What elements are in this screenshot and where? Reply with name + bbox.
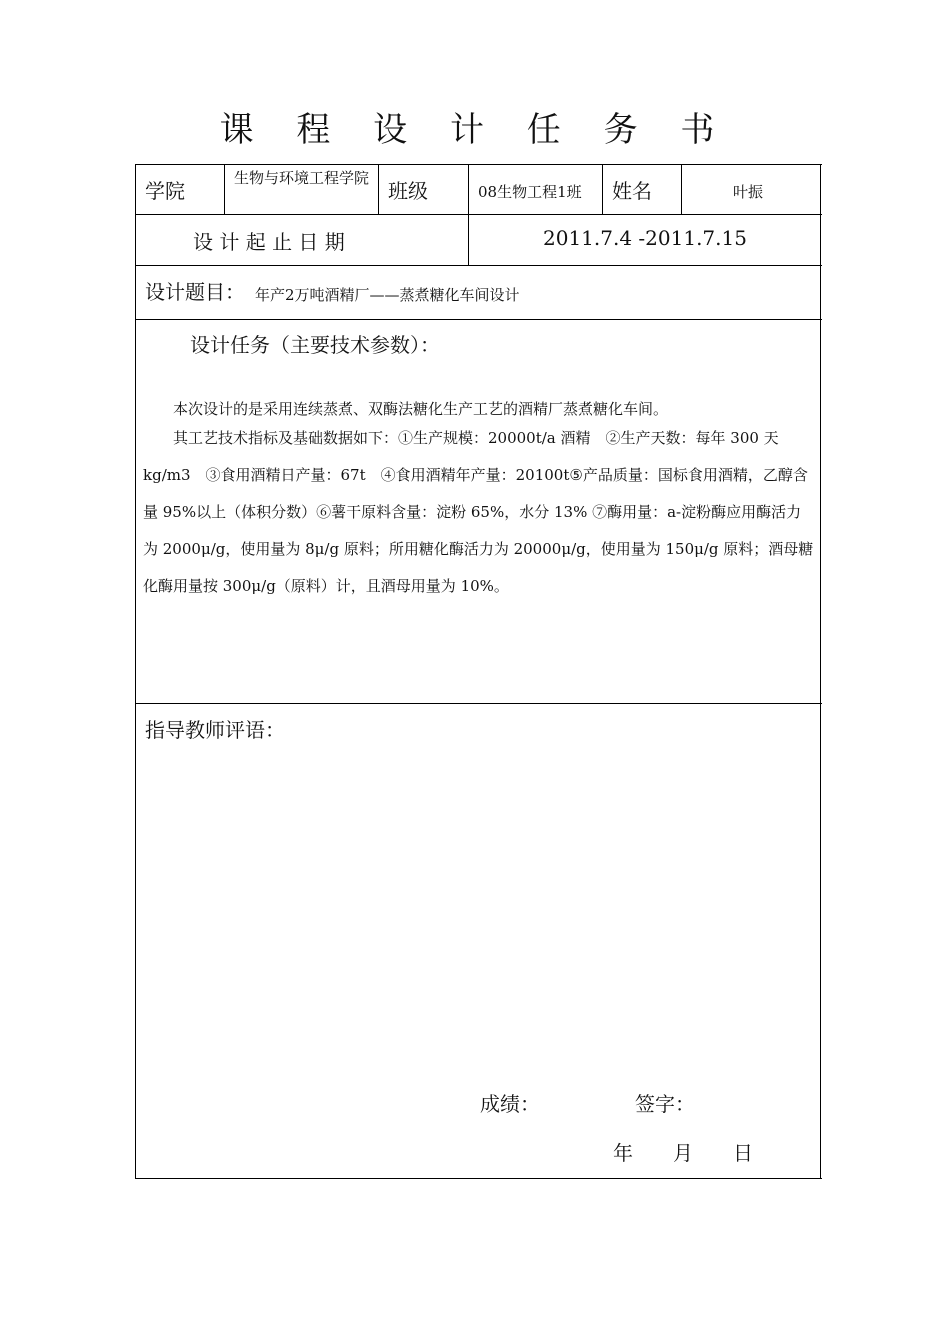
task-form-table — [135, 164, 822, 1179]
table-border-top — [135, 164, 822, 165]
review-date-line: 年 月 日 — [613, 1141, 753, 1165]
row-divider — [135, 319, 822, 320]
design-dates-value: 2011.7.4 -2011.7.15 — [543, 226, 747, 250]
table-border-bottom — [135, 1178, 822, 1179]
design-dates-label: 设 计 起 止 日 期 — [193, 230, 345, 254]
cell-divider — [378, 164, 379, 215]
college-label: 学院 — [145, 179, 185, 203]
cell-divider — [468, 164, 469, 266]
table-border-left — [135, 164, 136, 1179]
table-border-right — [820, 164, 821, 1179]
row-divider — [135, 703, 822, 704]
design-topic-value: 年产2万吨酒精厂——蒸煮糖化车间设计 — [255, 286, 520, 304]
signature-label: 签字： — [635, 1092, 695, 1116]
row-divider — [135, 265, 822, 266]
cell-divider — [602, 164, 603, 215]
design-task-body — [143, 391, 815, 605]
document-title: 课 程 设 计 任 务 书 — [219, 110, 731, 150]
name-value: 叶振 — [733, 183, 764, 201]
task-paragraph-intro: 本次设计的是采用连续蒸煮、双酶法糖化生产工艺的酒精厂蒸煮糖化车间。 — [173, 400, 669, 418]
name-label: 姓名 — [612, 179, 652, 203]
cell-divider — [681, 164, 682, 215]
design-task-heading: 设计任务（主要技术参数）： — [190, 333, 440, 357]
college-value: 生物与环境工程学院 — [234, 169, 370, 187]
task-paragraph-parameters: 其工艺技术指标及基础数据如下：①生产规模：20000t/a 酒精 ②生产天数：每年 300 天 kg/m3 ③食用酒精日产量：67t ④食用酒精年产量：20100t⑤产品质量：国标食用酒精，乙醇含量 95%以上（体积分数）⑥薯干原料含量：淀粉 65%，水分 13% ⑦酶用量：a-淀粉酶应用酶活力为 2000μ/g，使用量为 8μ/g 原料；所用糖化酶活力为 20000μ/g，使用量为 150μ/g 原料；酒母糖化酶用量按 300μ/g（原料）计，且酒母用量为 10%。 — [143, 429, 814, 595]
design-topic-label: 设计题目： — [145, 280, 245, 304]
class-label: 班级 — [388, 179, 428, 203]
cell-divider — [224, 164, 225, 215]
grade-label: 成绩： — [480, 1092, 540, 1116]
class-value: 08生物工程1班 — [478, 183, 582, 201]
teacher-review-heading: 指导教师评语： — [145, 718, 285, 742]
row-divider — [135, 214, 822, 215]
